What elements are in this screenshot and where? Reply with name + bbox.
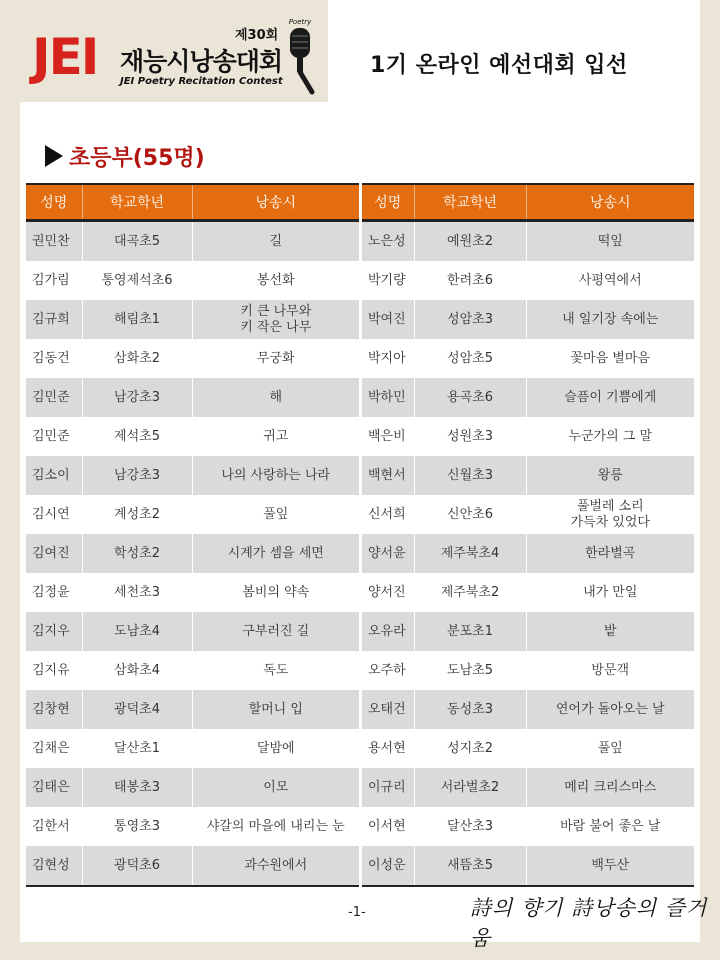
cell-school: 도남초4 xyxy=(82,612,192,651)
cell-school: 신월초3 xyxy=(414,456,526,495)
cell-name: 이성운 xyxy=(362,846,414,886)
cell-school: 성암초5 xyxy=(414,339,526,378)
cell-name: 김한서 xyxy=(26,807,82,846)
section-label: 초등부(55명) xyxy=(69,145,205,171)
cell-name: 양서진 xyxy=(362,573,414,612)
cell-name: 김채은 xyxy=(26,729,82,768)
table-row xyxy=(362,612,694,651)
table-row xyxy=(26,339,359,378)
cell-poem: 꽃마음 별마음 xyxy=(526,339,694,378)
cell-school: 성지초2 xyxy=(414,729,526,768)
column-header-school: 학교학년 xyxy=(414,184,526,221)
cell-name: 박기량 xyxy=(362,261,414,300)
contest-logo xyxy=(20,0,328,102)
cell-name: 권민찬 xyxy=(26,221,82,262)
cell-school: 신안초6 xyxy=(414,495,526,534)
column-header-poem: 낭송시 xyxy=(526,184,694,221)
page-title: 1기 온라인 예선대회 입선 xyxy=(370,53,628,78)
results-table-right xyxy=(362,183,694,887)
cell-school: 대곡초5 xyxy=(82,221,192,262)
cell-name: 오태건 xyxy=(362,690,414,729)
table-row xyxy=(362,300,694,339)
table-row xyxy=(26,690,359,729)
cell-name: 양서윤 xyxy=(362,534,414,573)
column-header-name: 성명 xyxy=(26,184,82,221)
cell-school: 태봉초3 xyxy=(82,768,192,807)
cell-name: 이규리 xyxy=(362,768,414,807)
cell-poem: 구부러진 길 xyxy=(192,612,359,651)
cell-school: 동성초3 xyxy=(414,690,526,729)
cell-poem: 왕릉 xyxy=(526,456,694,495)
cell-name: 백은비 xyxy=(362,417,414,456)
cell-school: 통영제석초6 xyxy=(82,261,192,300)
cell-poem: 해 xyxy=(192,378,359,417)
cell-poem: 사평역에서 xyxy=(526,261,694,300)
logo-brand: JEI xyxy=(32,28,98,86)
cell-school: 광덕초6 xyxy=(82,846,192,886)
microphone-icon xyxy=(278,16,322,96)
cell-poem: 풀잎 xyxy=(526,729,694,768)
cell-name: 김소이 xyxy=(26,456,82,495)
table-header-row xyxy=(362,184,694,221)
table-row xyxy=(362,378,694,417)
table-row xyxy=(362,417,694,456)
cell-school: 달산초3 xyxy=(414,807,526,846)
results-table-left xyxy=(26,183,359,887)
cell-school: 예원초2 xyxy=(414,221,526,262)
column-header-name: 성명 xyxy=(362,184,414,221)
logo-subtitle: JEI Poetry Recitation Contest xyxy=(120,76,283,87)
logo-edition: 제30회 xyxy=(235,28,279,43)
cell-school: 광덕초4 xyxy=(82,690,192,729)
column-header-poem: 낭송시 xyxy=(192,184,359,221)
cell-name: 박하민 xyxy=(362,378,414,417)
cell-name: 이서현 xyxy=(362,807,414,846)
cell-school: 남강초3 xyxy=(82,378,192,417)
table-row xyxy=(362,651,694,690)
cell-school: 제주북초4 xyxy=(414,534,526,573)
page-number: -1- xyxy=(348,905,366,920)
table-row xyxy=(362,573,694,612)
cell-poem: 무궁화 xyxy=(192,339,359,378)
cell-poem: 풀벌레 소리 가득차 있었다 xyxy=(526,495,694,534)
table-row xyxy=(26,300,359,339)
cell-name: 김창현 xyxy=(26,690,82,729)
cell-name: 김시연 xyxy=(26,495,82,534)
table-row xyxy=(26,651,359,690)
cell-name: 김규희 xyxy=(26,300,82,339)
cell-school: 삼화초4 xyxy=(82,651,192,690)
table-row xyxy=(362,261,694,300)
cell-poem: 연어가 돌아오는 날 xyxy=(526,690,694,729)
cell-school: 학성초2 xyxy=(82,534,192,573)
cell-school: 해림초1 xyxy=(82,300,192,339)
table-row xyxy=(26,417,359,456)
cell-poem: 내가 만일 xyxy=(526,573,694,612)
table-row xyxy=(26,612,359,651)
cell-poem: 과수원에서 xyxy=(192,846,359,886)
cell-school: 용곡초6 xyxy=(414,378,526,417)
cell-name: 김여진 xyxy=(26,534,82,573)
section-heading xyxy=(45,141,205,171)
logo-mic-label: Poetry xyxy=(288,18,312,26)
cell-poem: 떡잎 xyxy=(526,221,694,262)
cell-name: 박지아 xyxy=(362,339,414,378)
cell-school: 성원초3 xyxy=(414,417,526,456)
table-row xyxy=(26,456,359,495)
cell-poem: 풀잎 xyxy=(192,495,359,534)
cell-poem: 메리 크리스마스 xyxy=(526,768,694,807)
table-row xyxy=(362,339,694,378)
table-row xyxy=(362,690,694,729)
cell-school: 제주북초2 xyxy=(414,573,526,612)
cell-name: 김민준 xyxy=(26,417,82,456)
table-row xyxy=(362,221,694,262)
cell-name: 김현성 xyxy=(26,846,82,886)
cell-school: 분포초1 xyxy=(414,612,526,651)
table-row xyxy=(26,846,359,886)
cell-poem: 이모 xyxy=(192,768,359,807)
cell-school: 세천초3 xyxy=(82,573,192,612)
cell-name: 김가림 xyxy=(26,261,82,300)
cell-name: 김지우 xyxy=(26,612,82,651)
cell-poem: 슬픔이 기쁨에게 xyxy=(526,378,694,417)
table-row xyxy=(362,456,694,495)
cell-poem: 시계가 셈을 세면 xyxy=(192,534,359,573)
cell-name: 김태은 xyxy=(26,768,82,807)
cell-school: 남강초3 xyxy=(82,456,192,495)
cell-name: 신서희 xyxy=(362,495,414,534)
table-row xyxy=(26,378,359,417)
cell-school: 삼화초2 xyxy=(82,339,192,378)
cell-poem: 백두산 xyxy=(526,846,694,886)
table-row xyxy=(362,807,694,846)
cell-name: 오주하 xyxy=(362,651,414,690)
cell-poem: 방문객 xyxy=(526,651,694,690)
table-row xyxy=(362,495,694,534)
cell-name: 오유라 xyxy=(362,612,414,651)
cell-poem: 할머니 입 xyxy=(192,690,359,729)
table-row xyxy=(26,573,359,612)
cell-school: 제석초5 xyxy=(82,417,192,456)
cell-poem: 내 일기장 속에는 xyxy=(526,300,694,339)
table-row xyxy=(26,261,359,300)
cell-poem: 바람 불어 좋은 날 xyxy=(526,807,694,846)
triangle-bullet-icon xyxy=(45,145,63,167)
table-header-row xyxy=(26,184,359,221)
cell-poem: 나의 사랑하는 나라 xyxy=(192,456,359,495)
cell-school: 한려초6 xyxy=(414,261,526,300)
cell-school: 서라벌초2 xyxy=(414,768,526,807)
cell-name: 백현서 xyxy=(362,456,414,495)
logo-title: 재능시낭송대회 xyxy=(120,47,283,76)
table-row xyxy=(26,729,359,768)
cell-name: 김정윤 xyxy=(26,573,82,612)
footer-slogan: 詩의 향기 詩낭송의 즐거움 xyxy=(470,896,708,950)
cell-poem: 한라별곡 xyxy=(526,534,694,573)
cell-school: 달산초1 xyxy=(82,729,192,768)
cell-poem: 귀고 xyxy=(192,417,359,456)
cell-poem: 달밤에 xyxy=(192,729,359,768)
cell-name: 김지유 xyxy=(26,651,82,690)
table-row xyxy=(26,534,359,573)
cell-poem: 누군가의 그 말 xyxy=(526,417,694,456)
cell-poem: 샤갈의 마을에 내리는 눈 xyxy=(192,807,359,846)
cell-school: 새뜸초5 xyxy=(414,846,526,886)
cell-school: 계성초2 xyxy=(82,495,192,534)
cell-poem: 길 xyxy=(192,221,359,262)
column-header-school: 학교학년 xyxy=(82,184,192,221)
cell-name: 용서현 xyxy=(362,729,414,768)
table-row xyxy=(26,221,359,262)
cell-poem: 봉선화 xyxy=(192,261,359,300)
cell-school: 통영초3 xyxy=(82,807,192,846)
table-row xyxy=(26,495,359,534)
cell-poem: 키 큰 나무와 키 작은 나무 xyxy=(192,300,359,339)
cell-poem: 독도 xyxy=(192,651,359,690)
cell-name: 노은성 xyxy=(362,221,414,262)
cell-school: 성암초3 xyxy=(414,300,526,339)
cell-school: 도남초5 xyxy=(414,651,526,690)
table-row xyxy=(362,729,694,768)
cell-name: 박여진 xyxy=(362,300,414,339)
cell-name: 김민준 xyxy=(26,378,82,417)
table-row xyxy=(362,846,694,886)
table-row xyxy=(26,768,359,807)
table-row xyxy=(362,768,694,807)
table-row xyxy=(26,807,359,846)
cell-poem: 봄비의 약속 xyxy=(192,573,359,612)
table-row xyxy=(362,534,694,573)
cell-name: 김동건 xyxy=(26,339,82,378)
cell-poem: 밭 xyxy=(526,612,694,651)
